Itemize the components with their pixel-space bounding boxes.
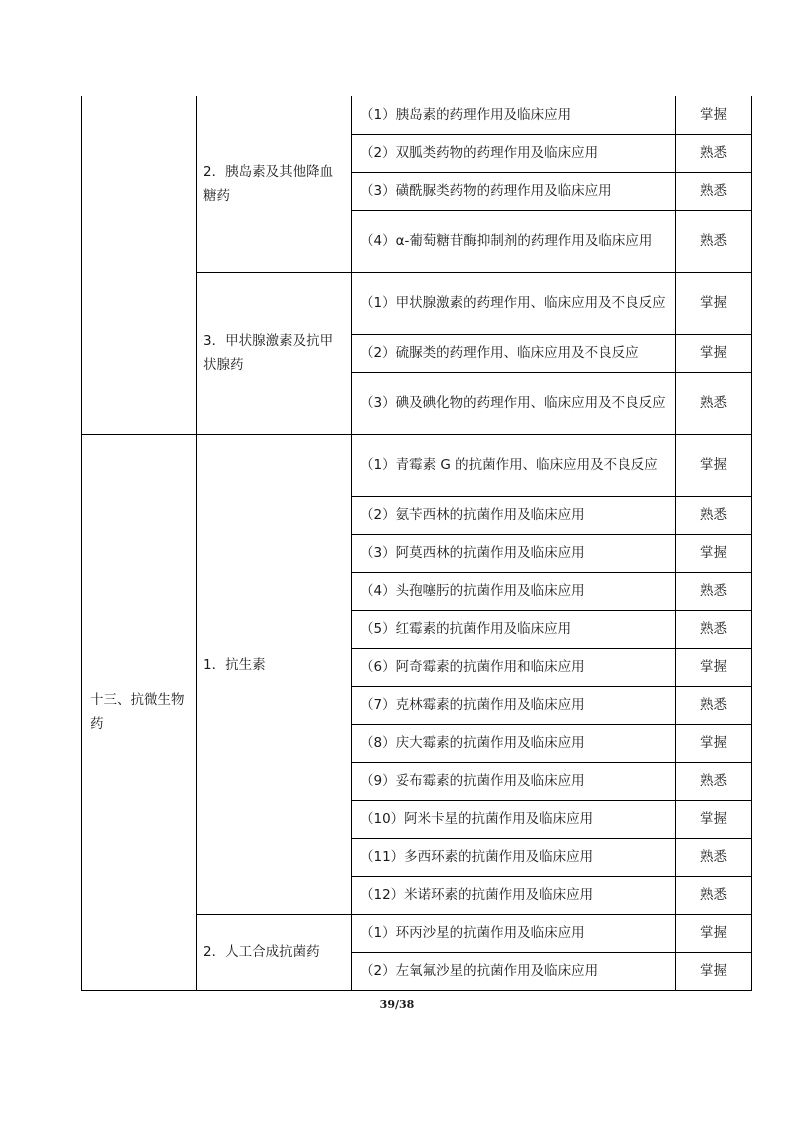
item-text: （2）硫脲类的药理作用、临床应用及不良反应: [352, 334, 676, 372]
item-level: 掌握: [676, 724, 752, 762]
category-cell: 十三、抗微生物药: [82, 434, 197, 990]
unit-cell: 1．抗生素: [197, 434, 352, 914]
item-text: （12）米诺环素的抗菌作用及临床应用: [352, 876, 676, 914]
item-text: （10）阿米卡星的抗菌作用及临床应用: [352, 800, 676, 838]
item-text: （1）甲状腺激素的药理作用、临床应用及不良反应: [352, 272, 676, 334]
item-level: 熟悉: [676, 134, 752, 172]
item-level: 掌握: [676, 800, 752, 838]
item-text: （1）胰岛素的药理作用及临床应用: [352, 96, 676, 134]
item-text: （2）双胍类药物的药理作用及临床应用: [352, 134, 676, 172]
unit-cell: 2．胰岛素及其他降血糖药: [197, 96, 352, 272]
item-level: 掌握: [676, 434, 752, 496]
table-row: [82, 434, 752, 496]
item-text: （2）氨苄西林的抗菌作用及临床应用: [352, 496, 676, 534]
item-level: 掌握: [676, 952, 752, 990]
item-level: 熟悉: [676, 876, 752, 914]
item-level: 熟悉: [676, 210, 752, 272]
item-text: （11）多西环素的抗菌作用及临床应用: [352, 838, 676, 876]
unit-cell: 3．甲状腺激素及抗甲状腺药: [197, 272, 352, 434]
item-text: （3）阿莫西林的抗菌作用及临床应用: [352, 534, 676, 572]
item-level: 掌握: [676, 272, 752, 334]
item-text: （2）左氧氟沙星的抗菌作用及临床应用: [352, 952, 676, 990]
item-text: （5）红霉素的抗菌作用及临床应用: [352, 610, 676, 648]
item-level: 熟悉: [676, 172, 752, 210]
item-level: 掌握: [676, 914, 752, 952]
page-number: 39/38: [379, 998, 415, 1011]
item-level: 熟悉: [676, 838, 752, 876]
item-level: 熟悉: [676, 762, 752, 800]
item-text: （9）妥布霉素的抗菌作用及临床应用: [352, 762, 676, 800]
item-level: 掌握: [676, 534, 752, 572]
item-text: （6）阿奇霉素的抗菌作用和临床应用: [352, 648, 676, 686]
syllabus-table: [81, 96, 752, 991]
item-level: 熟悉: [676, 496, 752, 534]
item-text: （4）α-葡萄糖苷酶抑制剂的药理作用及临床应用: [352, 210, 676, 272]
item-text: （3）磺酰脲类药物的药理作用及临床应用: [352, 172, 676, 210]
table-row: [82, 96, 752, 134]
unit-cell: 2．人工合成抗菌药: [197, 914, 352, 990]
item-text: （4）头孢噻肟的抗菌作用及临床应用: [352, 572, 676, 610]
item-level: 熟悉: [676, 572, 752, 610]
item-text: （1）青霉素 G 的抗菌作用、临床应用及不良反应: [352, 434, 676, 496]
item-level: 掌握: [676, 96, 752, 134]
item-text: （3）碘及碘化物的药理作用、临床应用及不良反应: [352, 372, 676, 434]
category-cell: [82, 96, 197, 434]
item-text: （1）环丙沙星的抗菌作用及临床应用: [352, 914, 676, 952]
item-level: 熟悉: [676, 372, 752, 434]
item-level: 掌握: [676, 334, 752, 372]
item-level: 熟悉: [676, 686, 752, 724]
item-level: 掌握: [676, 648, 752, 686]
item-text: （8）庆大霉素的抗菌作用及临床应用: [352, 724, 676, 762]
item-text: （7）克林霉素的抗菌作用及临床应用: [352, 686, 676, 724]
item-level: 熟悉: [676, 610, 752, 648]
